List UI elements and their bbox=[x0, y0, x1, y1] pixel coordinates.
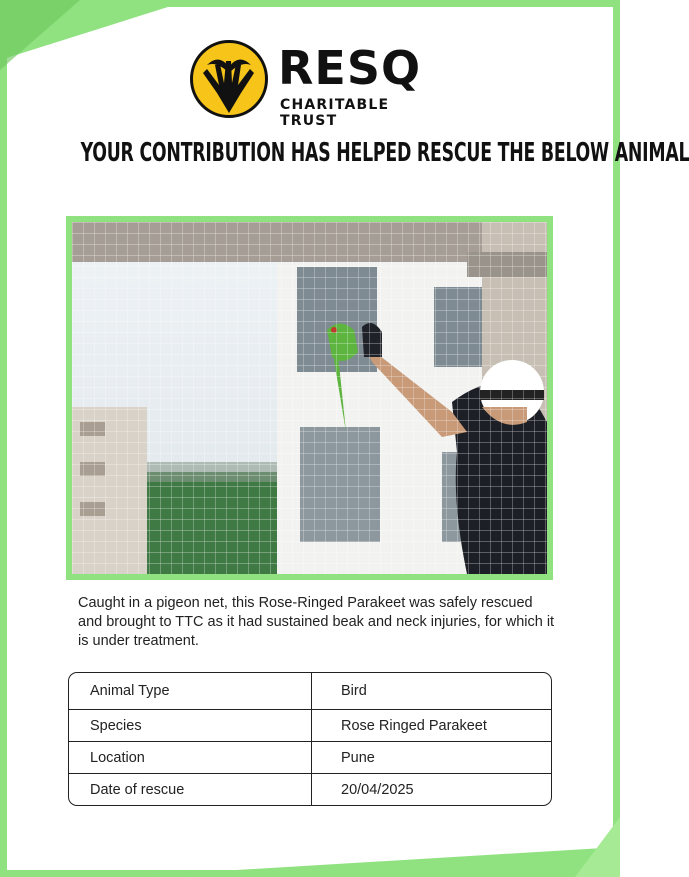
table-row bbox=[69, 773, 551, 805]
corner-decoration-top-left-dark bbox=[0, 0, 80, 70]
brand-subtitle: CHARITABLE TRUST bbox=[280, 97, 390, 129]
rescuer-holding-parakeet-photo bbox=[72, 222, 547, 574]
table-row bbox=[69, 709, 551, 741]
table-row bbox=[69, 741, 551, 773]
detail-value: Rose Ringed Parakeet bbox=[341, 717, 487, 734]
rescue-details-table bbox=[68, 672, 552, 806]
resq-logo bbox=[190, 40, 435, 129]
detail-value: Bird bbox=[341, 683, 367, 699]
table-row bbox=[69, 673, 551, 709]
corner-decoration-bottom-right bbox=[120, 847, 620, 877]
corner-decoration-bottom-right-light bbox=[575, 817, 620, 877]
rescue-photo bbox=[66, 216, 553, 580]
detail-value: Pune bbox=[341, 749, 375, 766]
brand-name: RESQ bbox=[278, 41, 422, 95]
detail-label: Location bbox=[69, 742, 312, 773]
rescue-caption: Caught in a pigeon net, this Rose-Ringed Parakeet was safely rescued and brought to TTC as it had sustained beak and neck injuries, for which it is under treatment. bbox=[78, 595, 555, 649]
detail-label: Date of rescue bbox=[69, 774, 312, 805]
hands-bird-icon bbox=[190, 40, 268, 118]
page-headline: YOUR CONTRIBUTION HAS HELPED RESCUE THE BELOW ANIMAL bbox=[80, 138, 689, 168]
detail-value: 20/04/2025 bbox=[341, 781, 414, 798]
detail-label: Animal Type bbox=[69, 673, 312, 709]
detail-label: Species bbox=[69, 710, 312, 741]
